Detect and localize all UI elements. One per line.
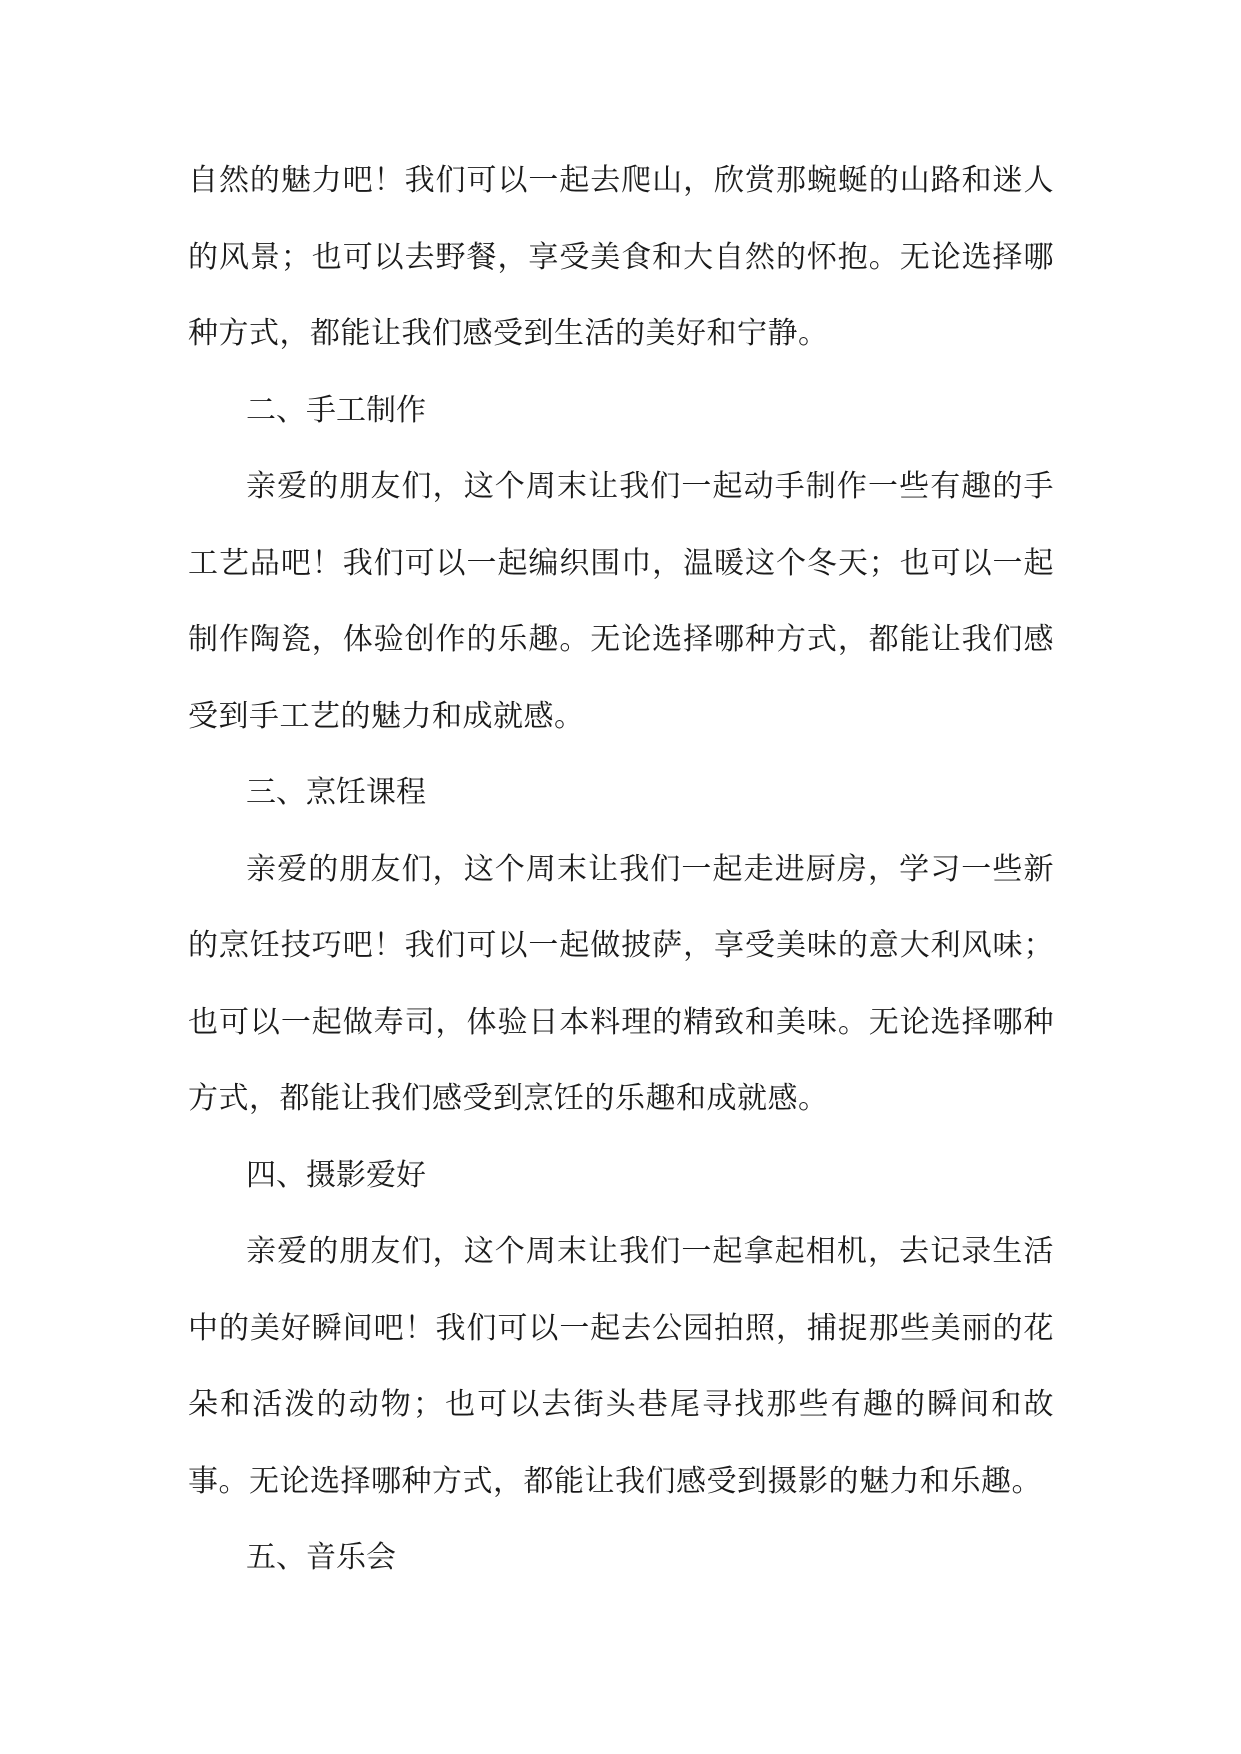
paragraph-cooking: 亲爱的朋友们，这个周末让我们一起走进厨房，学习一些新的烹饪技巧吧！我们可以一起做披萨，享受美味的意大利风味；也可以一起做寿司，体验日本料理的精致和美味。无论选择哪种方式，都能让我们感受到烹饪的乐趣和成就感。 [188,851,1054,1116]
paragraph-handicraft: 亲爱的朋友们，这个周末让我们一起动手制作一些有趣的手工艺品吧！我们可以一起编织围巾，温暖这个冬天；也可以一起制作陶瓷，体验创作的乐趣。无论选择哪种方式，都能让我们感受到手工艺的魅力和成就感。 [188,469,1054,734]
section-heading-handicraft: 二、手工制作 [246,392,426,428]
paragraph-photography: 亲爱的朋友们，这个周末让我们一起拿起相机，去记录生活中的美好瞬间吧！我们可以一起去公园拍照，捕捉那些美丽的花朵和活泼的动物；也可以去街头巷尾寻找那些有趣的瞬间和故事。无论选择哪种方式，都能让我们感受到摄影的魅力和乐趣。 [188,1234,1054,1499]
section-heading-cooking: 三、烹饪课程 [246,775,426,810]
paragraph-continued: 自然的魅力吧！我们可以一起去爬山，欣赏那蜿蜒的山路和迷人的风景；也可以去野餐，享受美食和大自然的怀抱。无论选择哪种方式，都能让我们感受到生活的美好和宁静。 [188,163,1054,351]
section-heading-photography: 四、摄影爱好 [246,1157,426,1193]
section-heading-concert: 五、音乐会 [246,1540,396,1575]
document-body [188,143,1054,1597]
